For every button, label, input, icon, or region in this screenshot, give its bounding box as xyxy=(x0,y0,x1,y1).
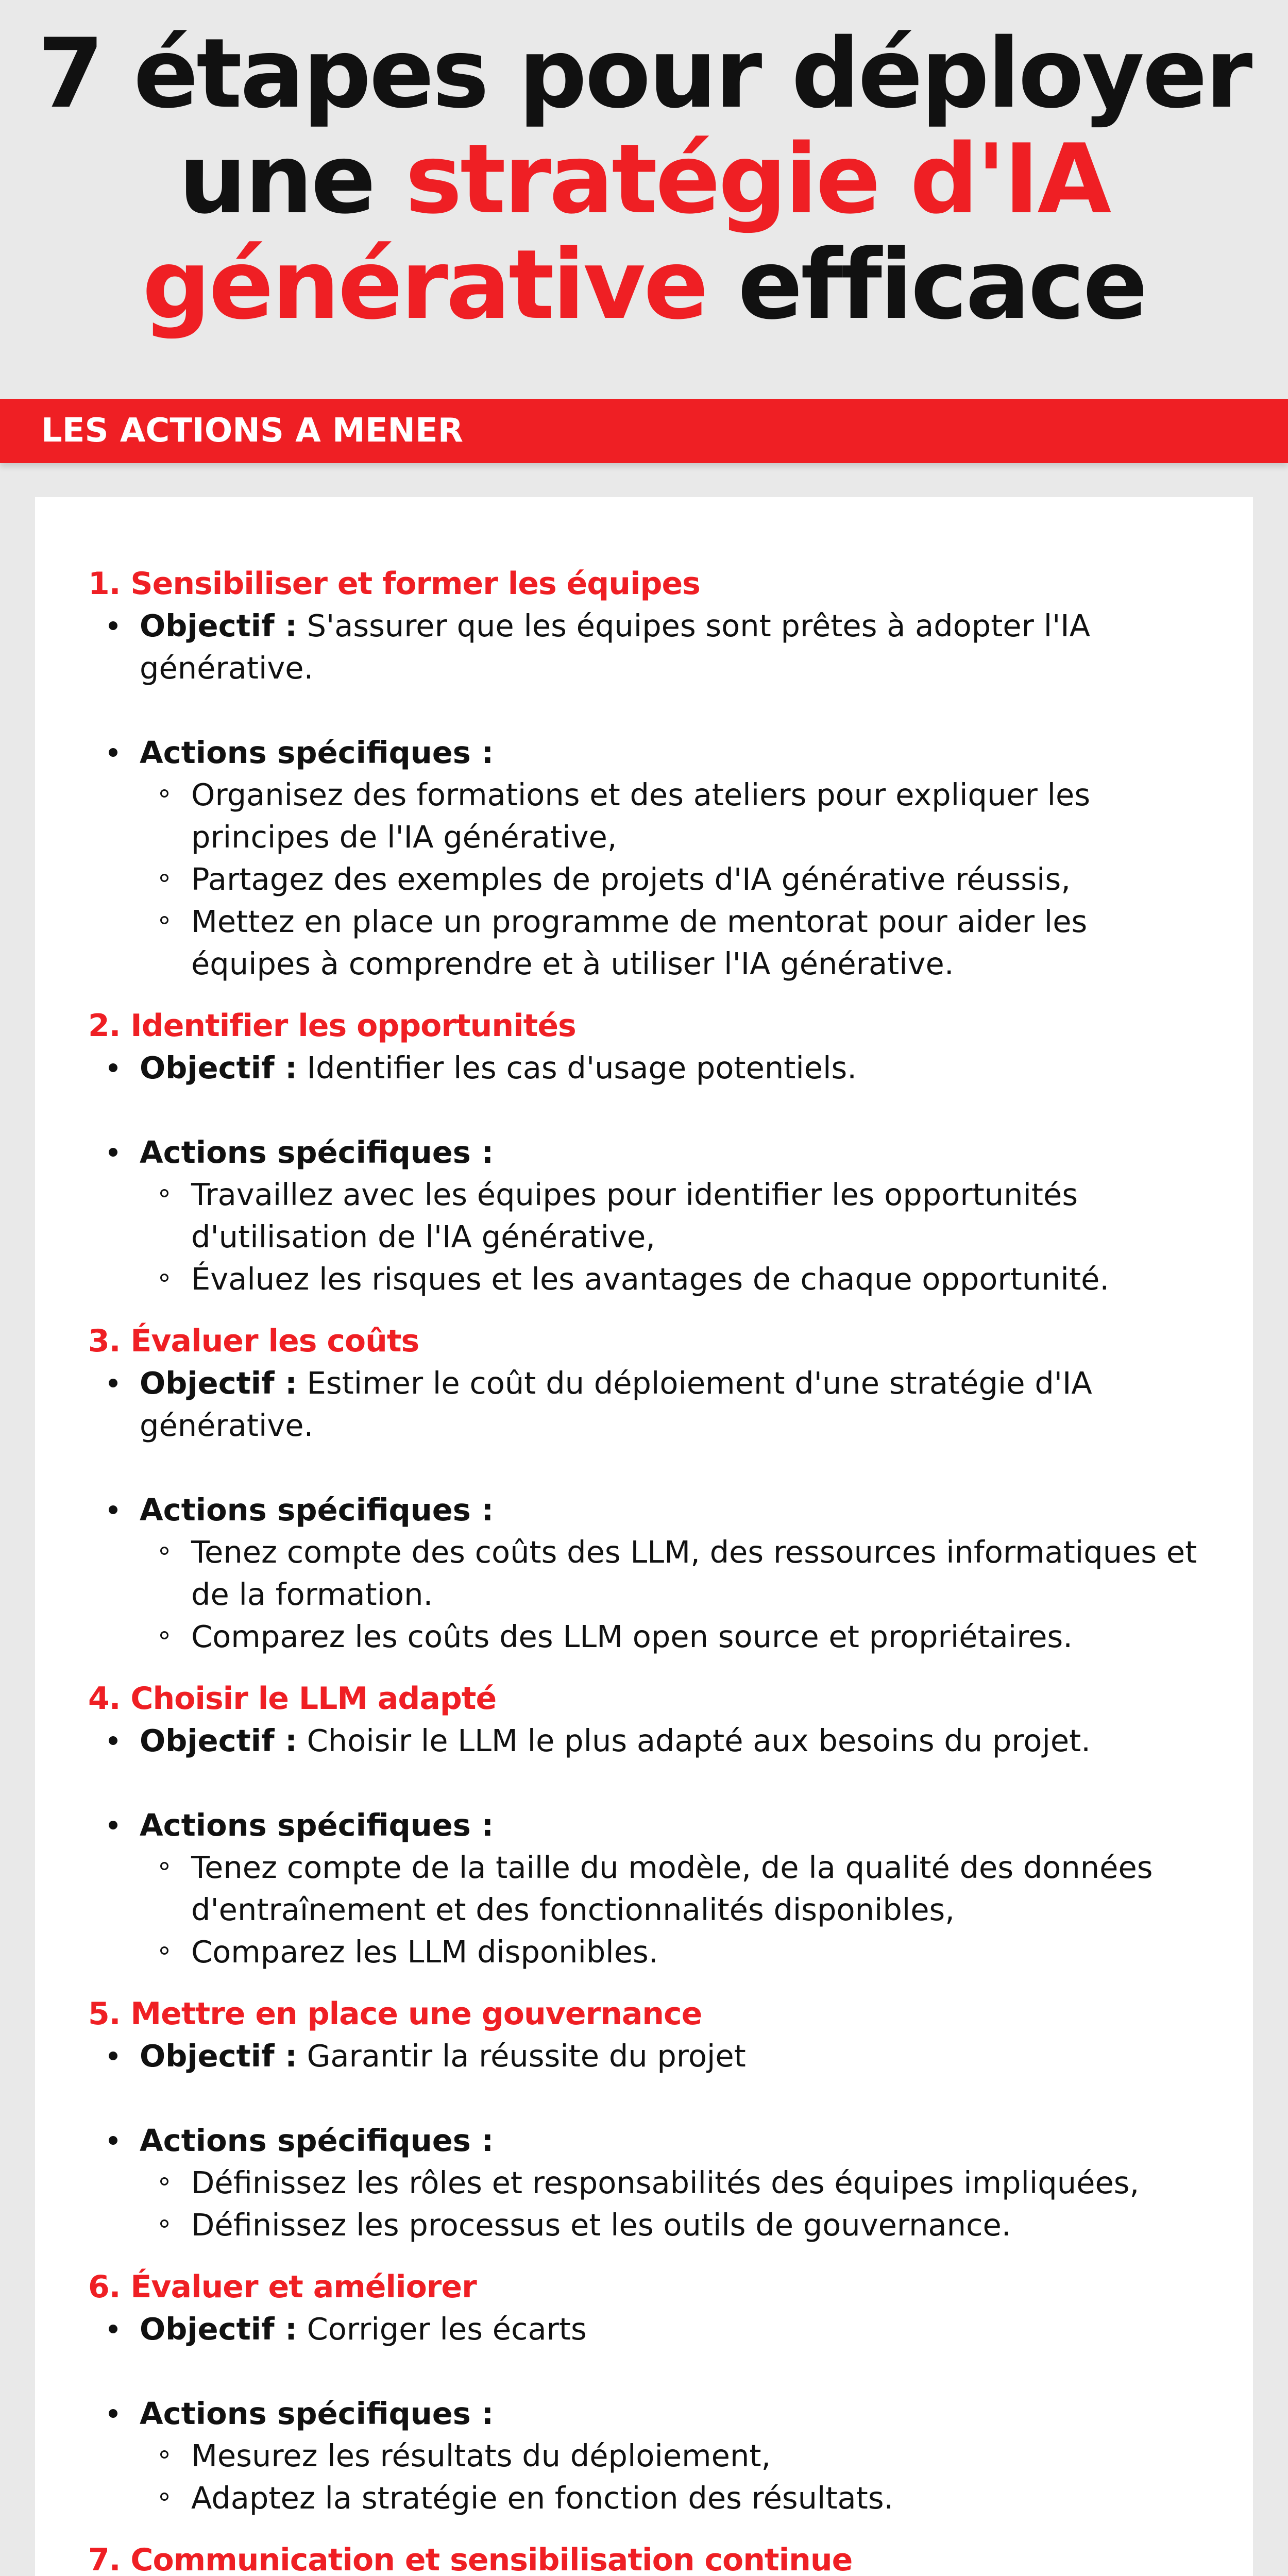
action-item: Comparez les LLM disponibles. xyxy=(88,1931,1201,1973)
title-line-2-accent: stratégie d'IA xyxy=(405,123,1110,235)
title-line-2-plain: une xyxy=(178,123,405,235)
action-item: Tenez compte de la taille du modèle, de la qualité des données d'entraînement et des fonctionnalités disponibles, xyxy=(88,1846,1201,1931)
step-title: 3. Évaluer les coûts xyxy=(88,1323,419,1359)
objective-bullet xyxy=(88,1047,1201,1089)
title-line-3-plain: efficace xyxy=(706,229,1146,341)
actions-list xyxy=(88,1174,1201,1300)
step-block xyxy=(88,1677,1201,1973)
action-item: Mesurez les résultats du déploiement, xyxy=(88,2435,1201,2477)
actions-bullet xyxy=(88,732,1201,774)
actions-bullet xyxy=(88,2120,1201,2162)
action-item: Travaillez avec les équipes pour identifier les opportunités d'utilisation de l'IA générative, xyxy=(88,1174,1201,1258)
action-item: Définissez les processus et les outils de gouvernance. xyxy=(88,2204,1201,2246)
banner-label: LES ACTIONS A MENER xyxy=(41,412,463,450)
actions-list xyxy=(88,1531,1201,1658)
actions-label: Actions spécifiques : xyxy=(140,2396,494,2431)
objective-bullet xyxy=(88,1362,1201,1447)
actions-bullet xyxy=(88,1804,1201,1846)
actions-label: Actions spécifiques : xyxy=(140,1134,494,1170)
actions-bullet xyxy=(88,2393,1201,2435)
actions-label: Actions spécifiques : xyxy=(140,2123,494,2158)
steps-list xyxy=(88,563,1201,2576)
objective-text: Corriger les écarts xyxy=(307,2311,587,2347)
actions-label: Actions spécifiques : xyxy=(140,1807,494,1843)
objective-bullet xyxy=(88,605,1201,689)
section-banner xyxy=(0,399,1288,463)
step-block xyxy=(88,563,1201,985)
title-line-3-accent: générative xyxy=(142,229,707,341)
action-item: Organisez des formations et des ateliers pour expliquer les principes de l'IA générative, xyxy=(88,774,1201,858)
step-block xyxy=(88,1005,1201,1300)
objective-label: Objectif : xyxy=(140,1365,297,1401)
objective-bullet xyxy=(88,1720,1201,1762)
title-line-1: 7 étapes pour déployer xyxy=(37,18,1251,129)
actions-list xyxy=(88,774,1201,985)
objective-text: Estimer le coût du déploiement d'une stratégie d'IA générative. xyxy=(140,1365,1092,1443)
action-item: Évaluez les risques et les avantages de chaque opportunité. xyxy=(88,1258,1201,1300)
actions-label: Actions spécifiques : xyxy=(140,1492,494,1528)
page-title xyxy=(0,18,1288,341)
action-item: Tenez compte des coûts des LLM, des ressources informatiques et de la formation. xyxy=(88,1531,1201,1616)
objective-label: Objectif : xyxy=(140,2311,297,2347)
step-title: 7. Communication et sensibilisation continue xyxy=(88,2542,853,2576)
objective-text: Choisir le LLM le plus adapté aux besoins du projet. xyxy=(307,1723,1091,1758)
action-item: Mettez en place un programme de mentorat pour aider les équipes à comprendre et à utiliser l'IA générative. xyxy=(88,901,1201,985)
step-block xyxy=(88,1320,1201,1658)
actions-list xyxy=(88,2162,1201,2246)
step-title: 5. Mettre en place une gouvernance xyxy=(88,1996,702,2032)
actions-list xyxy=(88,2435,1201,2519)
objective-text: S'assurer que les équipes sont prêtes à adopter l'IA générative. xyxy=(140,608,1091,686)
action-item: Définissez les rôles et responsabilités des équipes impliquées, xyxy=(88,2162,1201,2204)
actions-bullet xyxy=(88,1489,1201,1531)
step-title: 4. Choisir le LLM adapté xyxy=(88,1681,497,1717)
objective-text: Identifier les cas d'usage potentiels. xyxy=(307,1050,857,1086)
step-block xyxy=(88,1993,1201,2246)
action-item: Adaptez la stratégie en fonction des résultats. xyxy=(88,2477,1201,2519)
action-item: Comparez les coûts des LLM open source et propriétaires. xyxy=(88,1616,1201,1658)
objective-bullet xyxy=(88,2035,1201,2077)
step-block xyxy=(88,2266,1201,2519)
objective-label: Objectif : xyxy=(140,1050,297,1086)
content-card xyxy=(35,497,1253,2576)
actions-bullet xyxy=(88,1131,1201,1174)
step-title: 1. Sensibiliser et former les équipes xyxy=(88,566,700,602)
step-block xyxy=(88,2539,1201,2576)
objective-label: Objectif : xyxy=(140,608,297,643)
objective-text: Garantir la réussite du projet xyxy=(307,2038,746,2074)
actions-list xyxy=(88,1846,1201,1973)
objective-bullet xyxy=(88,2308,1201,2350)
step-title: 2. Identifier les opportunités xyxy=(88,1008,576,1044)
step-title: 6. Évaluer et améliorer xyxy=(88,2269,477,2305)
objective-label: Objectif : xyxy=(140,2038,297,2074)
actions-label: Actions spécifiques : xyxy=(140,735,494,770)
objective-label: Objectif : xyxy=(140,1723,297,1758)
action-item: Partagez des exemples de projets d'IA générative réussis, xyxy=(88,858,1201,901)
